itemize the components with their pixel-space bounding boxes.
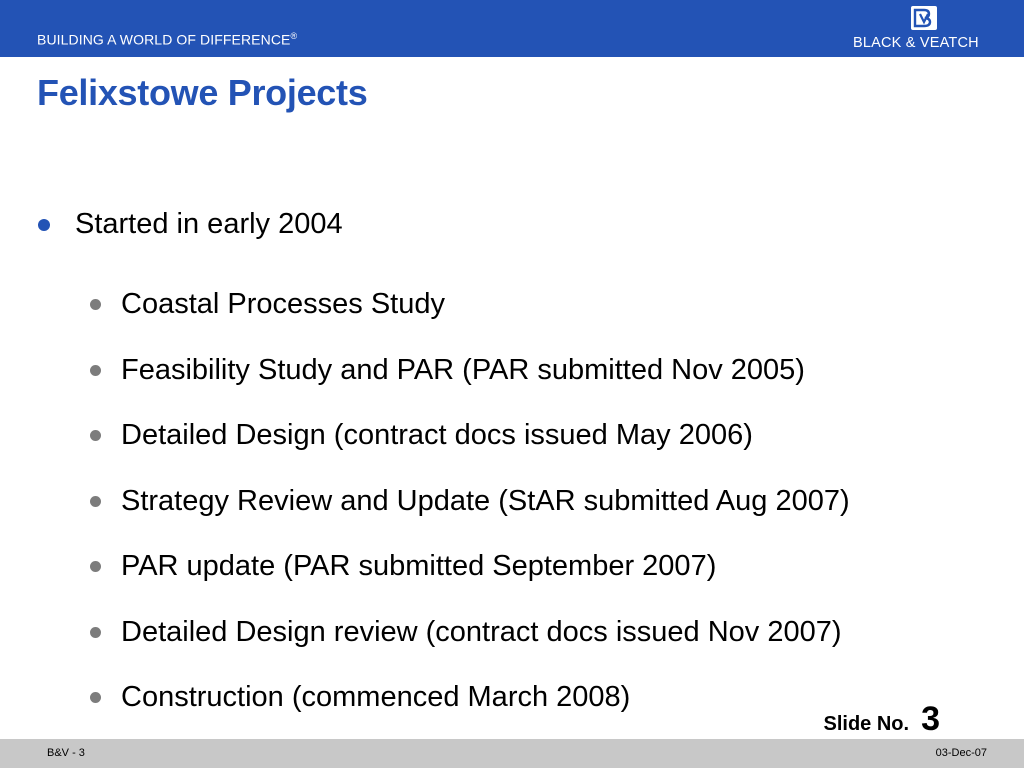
slide-number-value: 3 bbox=[921, 700, 940, 738]
bullet-dot-icon bbox=[90, 692, 101, 703]
bullet-dot-icon bbox=[90, 299, 101, 310]
footer-left-text: B&V - 3 bbox=[47, 747, 85, 759]
registered-mark: ® bbox=[290, 31, 298, 41]
slide-number-label: Slide No. bbox=[823, 713, 910, 735]
main-bullet-text: Started in early 2004 bbox=[75, 208, 343, 240]
main-bullet bbox=[38, 208, 343, 241]
list-item-text: Detailed Design review (contract docs issued Nov 2007) bbox=[121, 615, 842, 648]
bullet-dot-icon bbox=[90, 430, 101, 441]
list-item-text: Construction (commenced March 2008) bbox=[121, 681, 631, 714]
sub-bullet-list bbox=[90, 272, 850, 731]
list-item bbox=[90, 338, 850, 404]
list-item bbox=[90, 469, 850, 535]
bullet-dot-icon bbox=[38, 219, 50, 231]
logo-wordmark: BLACK & VEATCH bbox=[853, 35, 979, 51]
footer-band bbox=[0, 739, 1024, 768]
black-veatch-logo-icon bbox=[911, 6, 937, 30]
list-item-text: Detailed Design (contract docs issued May 2006) bbox=[121, 419, 753, 452]
header-tagline bbox=[37, 31, 297, 48]
list-item-text: Coastal Processes Study bbox=[121, 288, 445, 321]
bullet-dot-icon bbox=[90, 627, 101, 638]
list-item-text: PAR update (PAR submitted September 2007) bbox=[121, 550, 717, 583]
bullet-dot-icon bbox=[90, 561, 101, 572]
list-item bbox=[90, 534, 850, 600]
list-item bbox=[90, 600, 850, 666]
list-item-text: Strategy Review and Update (StAR submitted Aug 2007) bbox=[121, 484, 850, 517]
list-item bbox=[90, 403, 850, 469]
footer-date: 03-Dec-07 bbox=[935, 747, 987, 759]
slide-title: Felixstowe Projects bbox=[37, 72, 368, 113]
tagline-text: BUILDING A WORLD OF DIFFERENCE bbox=[37, 31, 291, 48]
slide-number bbox=[824, 700, 941, 739]
list-item-text: Feasibility Study and PAR (PAR submitted Nov 2005) bbox=[121, 353, 805, 386]
list-item bbox=[90, 665, 850, 731]
bullet-dot-icon bbox=[90, 496, 101, 507]
bullet-dot-icon bbox=[90, 365, 101, 376]
list-item bbox=[90, 272, 850, 338]
